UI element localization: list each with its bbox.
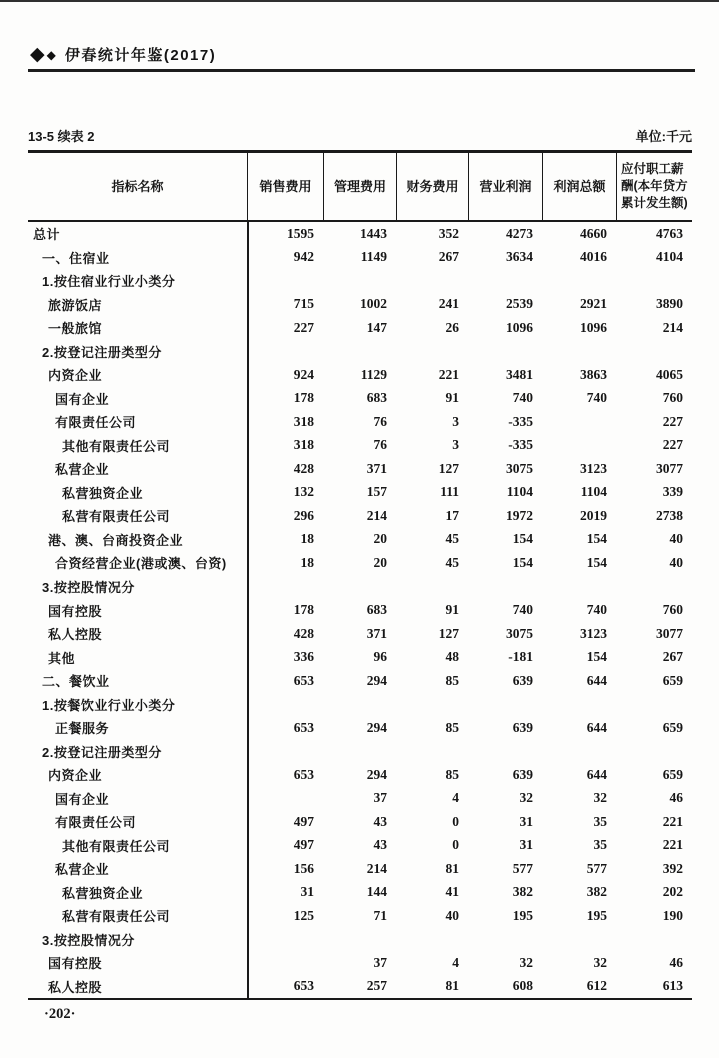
column-header: 营业利润 <box>468 153 542 220</box>
column-divider-line <box>247 222 249 998</box>
table-cell: 4273 <box>506 225 533 241</box>
table-row <box>28 786 692 810</box>
table-cell: -335 <box>508 437 533 453</box>
table-cell: 659 <box>662 672 683 688</box>
row-label: 1.按餐饮业行业小类分 <box>42 697 176 713</box>
row-label: 一般旅馆 <box>48 321 103 337</box>
table-cell: 32 <box>593 954 607 970</box>
table-cell: 740 <box>512 390 533 406</box>
row-label: 港、澳、台商投资企业 <box>48 532 184 548</box>
table-cell: 1595 <box>287 225 314 241</box>
table-cell: 267 <box>662 649 683 665</box>
table-cell: 577 <box>586 860 607 876</box>
table-cell: 40 <box>445 907 459 923</box>
table-cell: 2921 <box>580 296 607 312</box>
table-cell: 241 <box>438 296 459 312</box>
table-cell: 639 <box>512 719 533 735</box>
table-cell: 683 <box>366 602 387 617</box>
table-row <box>28 645 692 669</box>
table-cell: 154 <box>512 531 533 547</box>
table-meta <box>28 126 692 145</box>
table-cell: 31 <box>519 837 533 853</box>
table-row <box>28 927 692 951</box>
row-label: 3.按控股情况分 <box>42 932 135 948</box>
table-cell: 644 <box>586 719 607 735</box>
column-header: 应付职工薪酬(本年贷方累计发生额) <box>616 153 692 220</box>
table-cell: 267 <box>438 249 459 265</box>
table-cell: 740 <box>512 602 533 617</box>
table-cell: 227 <box>662 413 683 429</box>
column-header: 销售费用 <box>247 153 323 220</box>
table-cell: 760 <box>662 390 683 406</box>
table-cell: 37 <box>373 954 387 970</box>
row-label: 私人控股 <box>48 979 103 995</box>
table-row <box>28 481 692 505</box>
table-cell: 46 <box>669 954 683 970</box>
column-header: 财务费用 <box>396 153 468 220</box>
table-cell: 190 <box>662 907 683 923</box>
table-cell: 3123 <box>580 625 607 641</box>
table-cell: 653 <box>293 766 314 782</box>
row-label: 总计 <box>33 227 61 243</box>
table-cell: 221 <box>438 366 459 382</box>
table-cell: 2738 <box>656 507 683 523</box>
statistics-table <box>28 150 692 1000</box>
table-cell: 497 <box>293 837 314 853</box>
table-row <box>28 316 692 340</box>
row-label: 3.按控股情况分 <box>42 579 135 595</box>
table-cell: 85 <box>445 672 459 688</box>
table-cell: 45 <box>445 554 459 570</box>
table-row <box>28 387 692 411</box>
header-divider <box>28 69 695 72</box>
table-cell: 257 <box>366 978 387 994</box>
table-cell: 20 <box>373 554 387 570</box>
row-label: 有限责任公司 <box>55 815 137 831</box>
table-cell: 144 <box>366 884 387 900</box>
row-label: 私营有限责任公司 <box>62 509 171 525</box>
table-cell: 4 <box>452 954 459 970</box>
row-label: 合资经营企业(港或澳、台资) <box>55 556 227 572</box>
table-cell: 942 <box>293 249 314 265</box>
table-cell: 32 <box>593 790 607 806</box>
table-row <box>28 340 692 364</box>
table-cell: 31 <box>300 884 314 900</box>
table-header-row <box>28 150 692 222</box>
table-cell: 1443 <box>360 225 387 241</box>
table-cell: 294 <box>366 672 387 688</box>
row-label: 国有控股 <box>48 603 103 619</box>
table-cell: 0 <box>452 813 459 829</box>
table-cell: 20 <box>373 531 387 547</box>
table-row <box>28 739 692 763</box>
table-cell: 71 <box>373 907 387 923</box>
row-label: 私营企业 <box>55 462 110 478</box>
row-label: 其他 <box>48 650 76 666</box>
table-cell: 653 <box>293 672 314 688</box>
table-cell: 639 <box>512 766 533 782</box>
table-cell: 653 <box>293 719 314 735</box>
table-cell: 3890 <box>656 296 683 312</box>
table-cell: 4660 <box>580 225 607 241</box>
row-label: 其他有限责任公司 <box>62 838 171 854</box>
table-cell: 40 <box>669 531 683 547</box>
table-row <box>28 598 692 622</box>
table-row <box>28 222 692 246</box>
table-cell: 3075 <box>506 625 533 641</box>
table-cell: 0 <box>452 837 459 853</box>
table-cell: 352 <box>438 225 459 241</box>
table-row <box>28 269 692 293</box>
table-cell: 336 <box>293 649 314 665</box>
table-cell: 3634 <box>506 249 533 265</box>
table-row <box>28 810 692 834</box>
row-label: 私人控股 <box>48 627 103 643</box>
table-cell: 147 <box>366 319 387 335</box>
diamond-icon: ◆ <box>30 44 45 65</box>
table-row <box>28 904 692 928</box>
table-cell: 4065 <box>656 366 683 382</box>
table-cell: 125 <box>293 907 314 923</box>
row-label: 其他有限责任公司 <box>62 438 171 454</box>
table-row <box>28 246 692 270</box>
table-cell: 227 <box>662 437 683 453</box>
table-cell: 37 <box>373 790 387 806</box>
table-cell: 214 <box>366 507 387 523</box>
table-cell: 221 <box>662 813 683 829</box>
table-row <box>28 622 692 646</box>
table-cell: 76 <box>373 413 387 429</box>
table-cell: 296 <box>293 507 314 523</box>
row-label: 私营有限责任公司 <box>62 909 171 925</box>
table-number-label: 13-5 续表 2 <box>28 129 95 144</box>
table-cell: 227 <box>293 319 314 335</box>
row-label: 二、餐饮业 <box>42 674 110 690</box>
table-cell: 392 <box>662 860 683 876</box>
row-label: 一、住宿业 <box>42 250 110 266</box>
table-cell: 3077 <box>656 460 683 476</box>
table-row <box>28 551 692 575</box>
table-cell: 18 <box>300 531 314 547</box>
table-cell: 1972 <box>506 507 533 523</box>
table-cell: 154 <box>586 554 607 570</box>
table-cell: 48 <box>445 649 459 665</box>
row-label: 1.按住宿业行业小类分 <box>42 274 176 290</box>
table-cell: 43 <box>373 813 387 829</box>
table-cell: 497 <box>293 813 314 829</box>
table-cell: 318 <box>293 413 314 429</box>
table-row <box>28 833 692 857</box>
table-cell: 154 <box>586 649 607 665</box>
column-header: 利润总额 <box>542 153 616 220</box>
table-cell: 157 <box>366 484 387 500</box>
table-body <box>28 222 692 1000</box>
table-cell: 3123 <box>580 460 607 476</box>
table-cell: 195 <box>586 907 607 923</box>
table-cell: 43 <box>373 837 387 853</box>
table-cell: 1129 <box>360 366 387 382</box>
page-top-edge-line <box>0 0 719 2</box>
table-cell: 91 <box>445 602 459 617</box>
table-cell: 26 <box>445 319 459 335</box>
table-cell: 178 <box>293 390 314 406</box>
table-cell: 127 <box>438 460 459 476</box>
table-cell: 41 <box>445 884 459 900</box>
table-cell: 382 <box>586 884 607 900</box>
row-label: 正餐服务 <box>55 721 110 737</box>
page-number: ·202· <box>44 1006 76 1022</box>
table-cell: 35 <box>593 837 607 853</box>
table-cell: 45 <box>445 531 459 547</box>
table-cell: 639 <box>512 672 533 688</box>
table-row <box>28 716 692 740</box>
table-cell: 91 <box>445 390 459 406</box>
row-label: 内资企业 <box>48 768 103 784</box>
table-cell: 577 <box>512 860 533 876</box>
table-cell: 154 <box>512 554 533 570</box>
row-label: 内资企业 <box>48 368 103 384</box>
table-cell: 1096 <box>506 319 533 335</box>
table-cell: 1104 <box>580 484 607 500</box>
table-cell: 46 <box>669 790 683 806</box>
table-cell: 339 <box>662 484 683 500</box>
row-label: 私营独资企业 <box>62 485 144 501</box>
table-cell: 85 <box>445 719 459 735</box>
table-cell: 3 <box>452 437 459 453</box>
table-cell: 2539 <box>506 296 533 312</box>
table-cell: 81 <box>445 860 459 876</box>
row-label: 有限责任公司 <box>55 415 137 431</box>
table-cell: 608 <box>512 978 533 994</box>
table-cell: 3075 <box>506 460 533 476</box>
table-cell: 156 <box>293 860 314 876</box>
table-cell: 740 <box>586 602 607 617</box>
table-cell: 195 <box>512 907 533 923</box>
table-row <box>28 951 692 975</box>
table-cell: 1104 <box>506 484 533 500</box>
table-row <box>28 857 692 881</box>
table-cell: 382 <box>512 884 533 900</box>
table-row <box>28 457 692 481</box>
book-title: 伊春统计年鉴(2017) <box>64 47 217 64</box>
table-row <box>28 293 692 317</box>
table-cell: 76 <box>373 437 387 453</box>
table-cell: 17 <box>445 507 459 523</box>
column-header: 管理费用 <box>323 153 396 220</box>
table-cell: 31 <box>519 813 533 829</box>
table-cell: 644 <box>586 672 607 688</box>
table-cell: 96 <box>373 649 387 665</box>
table-row <box>28 669 692 693</box>
table-cell: 715 <box>293 296 314 312</box>
row-label: 旅游饭店 <box>48 297 103 313</box>
row-label: 2.按登记注册类型分 <box>42 744 162 760</box>
row-label: 私营独资企业 <box>62 885 144 901</box>
table-cell: 428 <box>293 460 314 476</box>
table-cell: 2019 <box>580 507 607 523</box>
table-cell: -335 <box>508 413 533 429</box>
table-cell: 294 <box>366 766 387 782</box>
table-cell: 659 <box>662 766 683 782</box>
book-header <box>30 44 216 65</box>
table-cell: 40 <box>669 554 683 570</box>
table-row <box>28 692 692 716</box>
table-cell: 18 <box>300 554 314 570</box>
table-cell: 1149 <box>360 249 387 265</box>
table-cell: 318 <box>293 437 314 453</box>
table-row <box>28 975 692 999</box>
row-label: 2.按登记注册类型分 <box>42 344 162 360</box>
table-cell: 371 <box>366 460 387 476</box>
table-cell: 154 <box>586 531 607 547</box>
table-cell: 32 <box>519 790 533 806</box>
table-cell: 81 <box>445 978 459 994</box>
table-row <box>28 528 692 552</box>
table-cell: 760 <box>662 602 683 617</box>
table-cell: -181 <box>508 649 533 665</box>
table-cell: 613 <box>662 978 683 994</box>
row-label: 国有控股 <box>48 956 103 972</box>
table-cell: 221 <box>662 837 683 853</box>
column-header: 指标名称 <box>111 179 164 194</box>
table-cell: 4016 <box>580 249 607 265</box>
table-cell: 132 <box>293 484 314 500</box>
table-cell: 659 <box>662 719 683 735</box>
diamond-icon-small: ◆ <box>46 47 56 62</box>
table-row <box>28 575 692 599</box>
table-row <box>28 504 692 528</box>
table-cell: 924 <box>293 366 314 382</box>
table-cell: 214 <box>662 319 683 335</box>
table-cell: 32 <box>519 954 533 970</box>
table-cell: 1096 <box>580 319 607 335</box>
table-cell: 111 <box>440 484 459 500</box>
table-row <box>28 434 692 458</box>
table-cell: 3481 <box>506 366 533 382</box>
table-cell: 644 <box>586 766 607 782</box>
table-row <box>28 363 692 387</box>
table-cell: 4763 <box>656 225 683 241</box>
row-label: 国有企业 <box>55 791 110 807</box>
table-cell: 1002 <box>360 296 387 312</box>
table-cell: 178 <box>293 602 314 617</box>
table-cell: 294 <box>366 719 387 735</box>
row-label: 私营企业 <box>55 862 110 878</box>
table-cell: 35 <box>593 813 607 829</box>
table-cell: 3077 <box>656 625 683 641</box>
table-cell: 4104 <box>656 249 683 265</box>
table-cell: 3863 <box>580 366 607 382</box>
table-cell: 3 <box>452 413 459 429</box>
table-cell: 371 <box>366 625 387 641</box>
table-cell: 127 <box>438 625 459 641</box>
table-cell: 683 <box>366 390 387 406</box>
table-cell: 612 <box>586 978 607 994</box>
table-row <box>28 763 692 787</box>
table-cell: 4 <box>452 790 459 806</box>
table-cell: 653 <box>293 978 314 994</box>
table-cell: 740 <box>586 390 607 406</box>
unit-label: 单位:千元 <box>635 129 692 144</box>
table-cell: 428 <box>293 625 314 641</box>
table-cell: 85 <box>445 766 459 782</box>
table-cell: 214 <box>366 860 387 876</box>
table-row <box>28 410 692 434</box>
table-row <box>28 880 692 904</box>
table-cell: 202 <box>662 884 683 900</box>
row-label: 国有企业 <box>55 391 110 407</box>
